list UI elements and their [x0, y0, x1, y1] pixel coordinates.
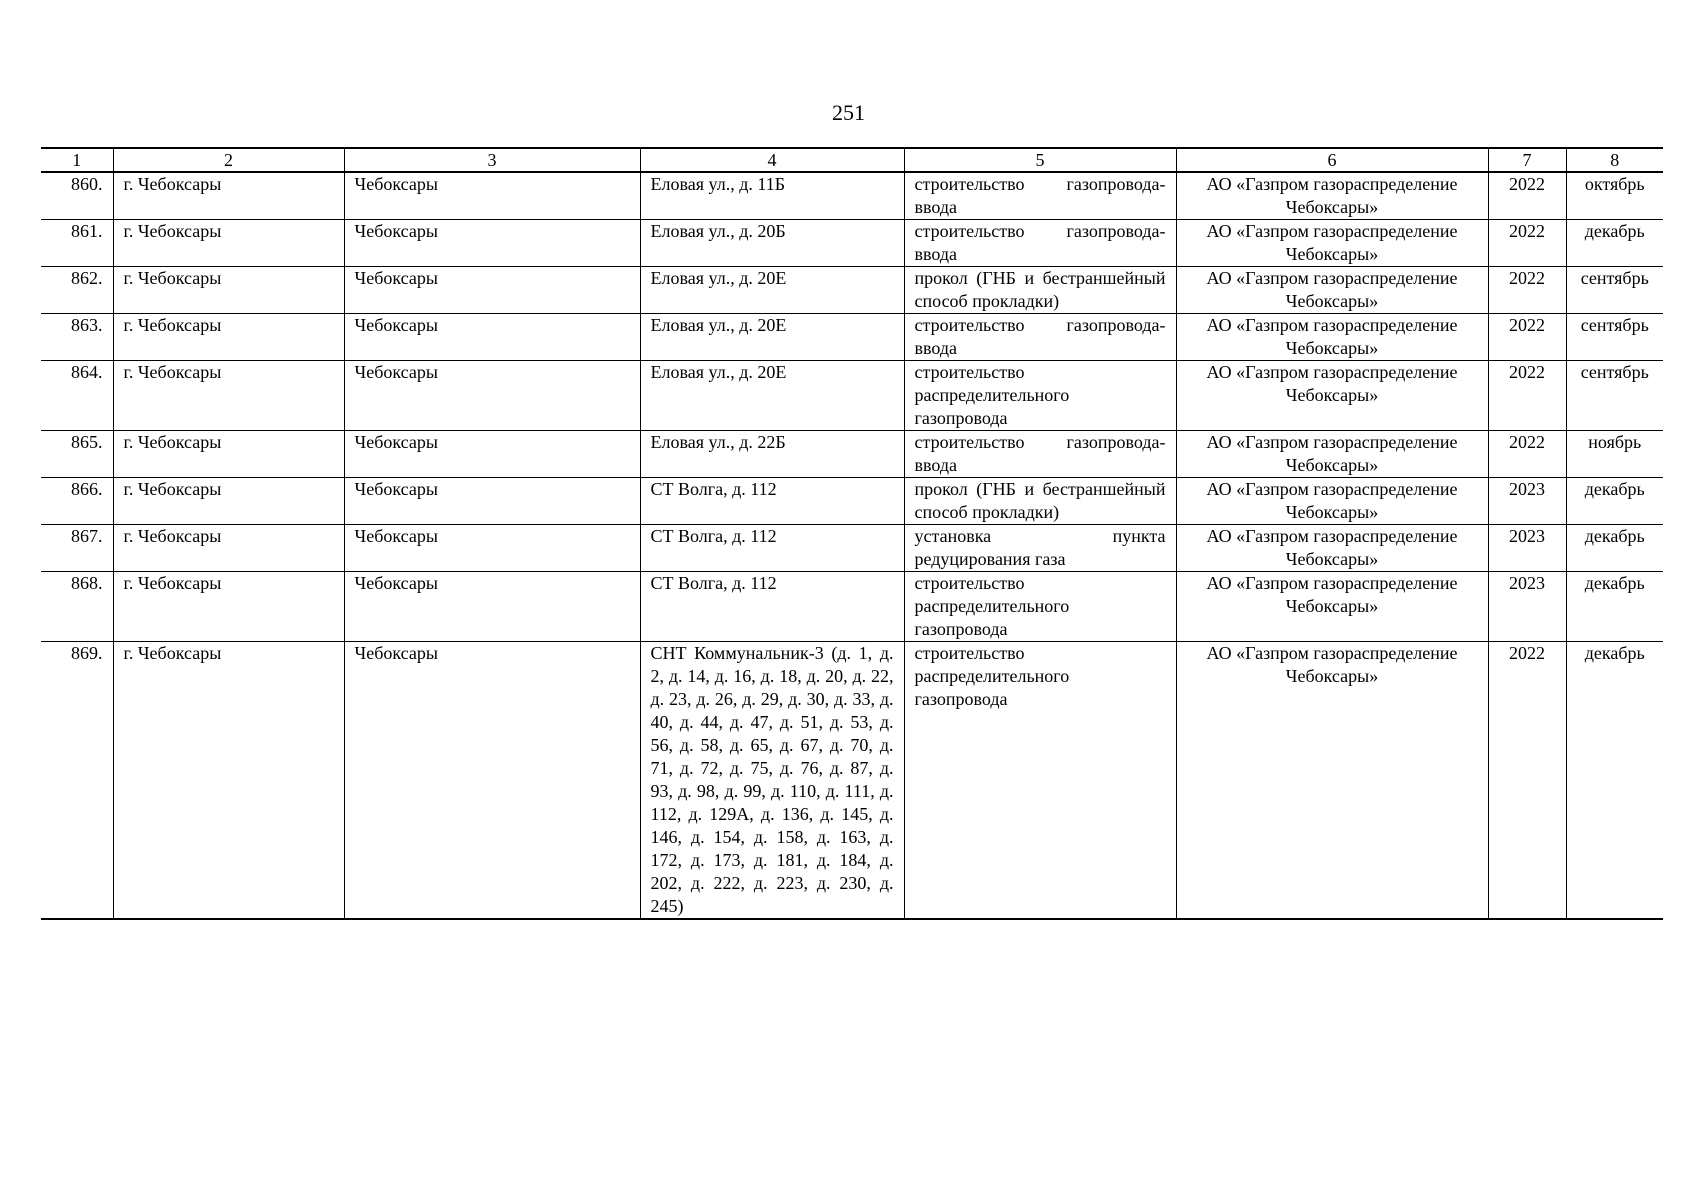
organization-cell: АО «Газпром газораспределение Чебоксары»: [1176, 172, 1488, 220]
table-row: [41, 314, 1663, 361]
gasification-table: [41, 147, 1663, 920]
column-header-4: 4: [640, 148, 904, 172]
settlement-cell: Чебоксары: [344, 220, 640, 267]
table-body: [41, 172, 1663, 919]
municipality-cell: г. Чебоксары: [113, 314, 344, 361]
settlement-cell: Чебоксары: [344, 642, 640, 920]
column-header-2: 2: [113, 148, 344, 172]
municipality-cell: г. Чебоксары: [113, 172, 344, 220]
row-number: 860.: [41, 172, 113, 220]
organization-cell: АО «Газпром газораспределение Чебоксары»: [1176, 525, 1488, 572]
year-cell: 2022: [1488, 642, 1566, 920]
organization-cell: АО «Газпром газораспределение Чебоксары»: [1176, 361, 1488, 431]
work-type-cell: прокол (ГНБ и бестраншейный способ прокладки): [904, 267, 1176, 314]
row-number: 862.: [41, 267, 113, 314]
settlement-cell: Чебоксары: [344, 431, 640, 478]
table-row: [41, 267, 1663, 314]
table-row: [41, 572, 1663, 642]
year-cell: 2022: [1488, 267, 1566, 314]
column-header-5: 5: [904, 148, 1176, 172]
settlement-cell: Чебоксары: [344, 172, 640, 220]
year-cell: 2022: [1488, 220, 1566, 267]
table-row: [41, 220, 1663, 267]
page-number: 251: [832, 100, 865, 125]
municipality-cell: г. Чебоксары: [113, 525, 344, 572]
municipality-cell: г. Чебоксары: [113, 572, 344, 642]
organization-cell: АО «Газпром газораспределение Чебоксары»: [1176, 478, 1488, 525]
month-cell: декабрь: [1566, 220, 1663, 267]
municipality-cell: г. Чебоксары: [113, 220, 344, 267]
municipality-cell: г. Чебоксары: [113, 361, 344, 431]
table-row: [41, 478, 1663, 525]
month-cell: октябрь: [1566, 172, 1663, 220]
row-number: 869.: [41, 642, 113, 920]
organization-cell: АО «Газпром газораспределение Чебоксары»: [1176, 431, 1488, 478]
municipality-cell: г. Чебоксары: [113, 478, 344, 525]
month-cell: декабрь: [1566, 478, 1663, 525]
year-cell: 2023: [1488, 572, 1566, 642]
header-row: [41, 148, 1663, 172]
row-number: 864.: [41, 361, 113, 431]
column-header-6: 6: [1176, 148, 1488, 172]
work-type-cell: строительство газопровода-ввода: [904, 172, 1176, 220]
organization-cell: АО «Газпром газораспределение Чебоксары»: [1176, 314, 1488, 361]
table-row: [41, 361, 1663, 431]
year-cell: 2022: [1488, 361, 1566, 431]
work-type-cell: строительство распределительного газопровода: [904, 572, 1176, 642]
month-cell: декабрь: [1566, 572, 1663, 642]
month-cell: сентябрь: [1566, 361, 1663, 431]
table-row: [41, 525, 1663, 572]
column-header-1: 1: [41, 148, 113, 172]
work-type-cell: прокол (ГНБ и бестраншейный способ прокладки): [904, 478, 1176, 525]
address-cell: СТ Волга, д. 112: [640, 525, 904, 572]
organization-cell: АО «Газпром газораспределение Чебоксары»: [1176, 220, 1488, 267]
address-cell: Еловая ул., д. 11Б: [640, 172, 904, 220]
settlement-cell: Чебоксары: [344, 361, 640, 431]
address-cell: Еловая ул., д. 20Б: [640, 220, 904, 267]
work-type-cell: строительство газопровода-ввода: [904, 431, 1176, 478]
organization-cell: АО «Газпром газораспределение Чебоксары»: [1176, 267, 1488, 314]
row-number: 865.: [41, 431, 113, 478]
month-cell: сентябрь: [1566, 267, 1663, 314]
row-number: 861.: [41, 220, 113, 267]
address-cell: Еловая ул., д. 20Е: [640, 361, 904, 431]
settlement-cell: Чебоксары: [344, 525, 640, 572]
settlement-cell: Чебоксары: [344, 572, 640, 642]
organization-cell: АО «Газпром газораспределение Чебоксары»: [1176, 572, 1488, 642]
year-cell: 2022: [1488, 431, 1566, 478]
address-cell: СТ Волга, д. 112: [640, 572, 904, 642]
settlement-cell: Чебоксары: [344, 478, 640, 525]
month-cell: ноябрь: [1566, 431, 1663, 478]
year-cell: 2022: [1488, 314, 1566, 361]
table-row: [41, 642, 1663, 920]
address-cell: Еловая ул., д. 22Б: [640, 431, 904, 478]
address-cell: СТ Волга, д. 112: [640, 478, 904, 525]
month-cell: сентябрь: [1566, 314, 1663, 361]
column-header-8: 8: [1566, 148, 1663, 172]
municipality-cell: г. Чебоксары: [113, 642, 344, 920]
year-cell: 2023: [1488, 525, 1566, 572]
organization-cell: АО «Газпром газораспределение Чебоксары»: [1176, 642, 1488, 920]
address-cell: Еловая ул., д. 20Е: [640, 267, 904, 314]
row-number: 863.: [41, 314, 113, 361]
municipality-cell: г. Чебоксары: [113, 431, 344, 478]
settlement-cell: Чебоксары: [344, 267, 640, 314]
column-header-3: 3: [344, 148, 640, 172]
row-number: 866.: [41, 478, 113, 525]
work-type-cell: установка пункта редуцирования газа: [904, 525, 1176, 572]
row-number: 868.: [41, 572, 113, 642]
column-header-7: 7: [1488, 148, 1566, 172]
year-cell: 2022: [1488, 172, 1566, 220]
work-type-cell: строительство распределительного газопровода: [904, 642, 1176, 920]
month-cell: декабрь: [1566, 642, 1663, 920]
table-row: [41, 431, 1663, 478]
row-number: 867.: [41, 525, 113, 572]
address-cell: СНТ Коммунальник-3 (д. 1, д. 2, д. 14, д. 16, д. 18, д. 20, д. 22, д. 23, д. 26, д. 29, д. 30, д. 33, д. 40, д. 44, д. 47, д. 51, д. 53, д. 56, д. 58, д. 65, д. 67, д. 70, д. 71, д. 72, д. 75, д. 76, д. 87, д. 93, д. 98, д. 99, д. 110, д. 111, д. 112, д. 129А, д. 136, д. 145, д. 146, д. 154, д. 158, д. 163, д. 172, д. 173, д. 181, д. 184, д. 202, д. 222, д. 223, д. 230, д. 245): [640, 642, 904, 920]
work-type-cell: строительство газопровода-ввода: [904, 314, 1176, 361]
table-row: [41, 172, 1663, 220]
month-cell: декабрь: [1566, 525, 1663, 572]
settlement-cell: Чебоксары: [344, 314, 640, 361]
work-type-cell: строительство газопровода-ввода: [904, 220, 1176, 267]
address-cell: Еловая ул., д. 20Е: [640, 314, 904, 361]
work-type-cell: строительство распределительного газопровода: [904, 361, 1176, 431]
municipality-cell: г. Чебоксары: [113, 267, 344, 314]
year-cell: 2023: [1488, 478, 1566, 525]
